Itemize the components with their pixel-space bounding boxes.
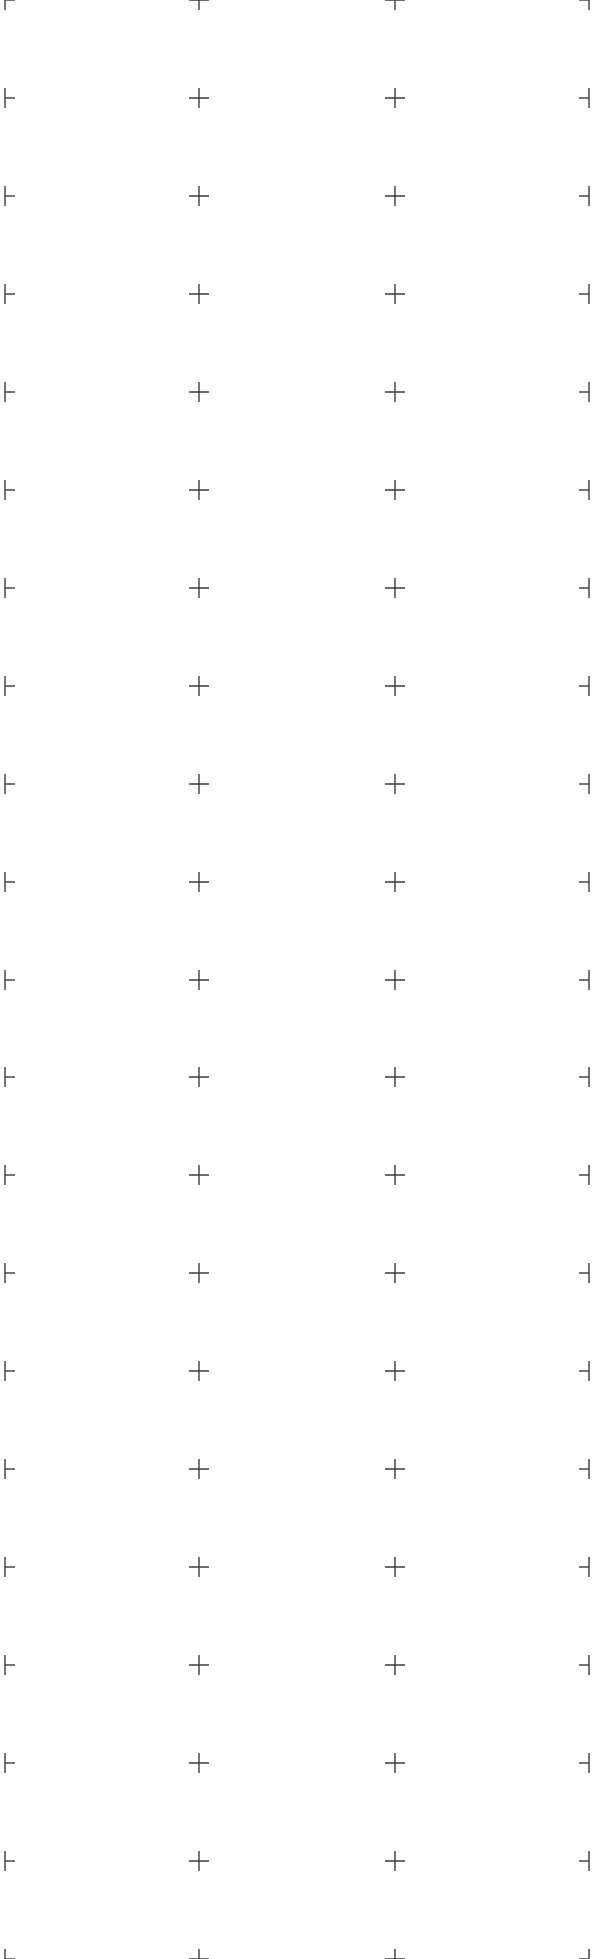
plus-cross-mark — [385, 676, 405, 696]
plus-cross-mark — [189, 480, 209, 500]
plus-cross-mark — [189, 1361, 209, 1381]
tee-top-mark — [189, 0, 209, 10]
plus-cross-mark — [189, 284, 209, 304]
plus-cross-mark — [189, 578, 209, 598]
plus-cross-mark — [189, 1851, 209, 1871]
plus-cross-mark — [385, 1361, 405, 1381]
tee-left-mark — [5, 1557, 15, 1577]
tee-right-mark — [579, 774, 589, 794]
plus-cross-mark — [385, 970, 405, 990]
plus-cross-mark — [189, 1949, 209, 1959]
tee-top-mark — [385, 0, 405, 10]
tee-left-mark — [5, 578, 15, 598]
plus-cross-mark — [189, 1459, 209, 1479]
plus-cross-mark — [385, 480, 405, 500]
plus-cross-mark — [189, 970, 209, 990]
plus-cross-mark — [189, 1067, 209, 1087]
plus-cross-mark — [189, 1655, 209, 1675]
tee-left-mark — [5, 1067, 15, 1087]
plus-cross-mark — [189, 1263, 209, 1283]
tee-left-mark — [5, 1165, 15, 1185]
tee-left-mark — [5, 284, 15, 304]
plus-cross-mark — [385, 578, 405, 598]
tee-right-mark — [579, 1851, 589, 1871]
tee-left-mark — [5, 1263, 15, 1283]
plus-cross-mark — [385, 382, 405, 402]
plus-cross-mark — [385, 88, 405, 108]
tee-right-mark — [579, 1557, 589, 1577]
tee-right-mark — [579, 1263, 589, 1283]
tee-left-mark — [5, 1949, 15, 1959]
tee-left-mark — [5, 872, 15, 892]
plus-cross-mark — [385, 1655, 405, 1675]
tee-right-mark — [579, 1067, 589, 1087]
plus-cross-mark — [385, 284, 405, 304]
tee-left-mark — [5, 480, 15, 500]
corner-top-right-mark — [579, 0, 589, 10]
tee-right-mark — [579, 1361, 589, 1381]
tee-left-mark — [5, 186, 15, 206]
tee-right-mark — [579, 970, 589, 990]
corner-top-left-mark — [5, 0, 15, 10]
plus-cross-mark — [385, 872, 405, 892]
tee-right-mark — [579, 1655, 589, 1675]
tee-right-mark — [579, 1753, 589, 1773]
tee-left-mark — [5, 970, 15, 990]
tee-right-mark — [579, 186, 589, 206]
plus-cross-mark — [189, 774, 209, 794]
tee-left-mark — [5, 1655, 15, 1675]
tee-right-mark — [579, 578, 589, 598]
plus-cross-mark — [385, 1949, 405, 1959]
plus-cross-mark — [189, 1753, 209, 1773]
tee-left-mark — [5, 1459, 15, 1479]
tee-right-mark — [579, 872, 589, 892]
plus-cross-mark — [189, 676, 209, 696]
plus-cross-mark — [385, 1557, 405, 1577]
tee-left-mark — [5, 1361, 15, 1381]
plus-cross-mark — [189, 1165, 209, 1185]
tee-left-mark — [5, 676, 15, 696]
tee-right-mark — [579, 676, 589, 696]
tee-right-mark — [579, 1459, 589, 1479]
tee-right-mark — [579, 382, 589, 402]
plus-cross-mark — [189, 872, 209, 892]
plus-cross-mark — [385, 1165, 405, 1185]
plus-cross-mark — [189, 88, 209, 108]
tee-right-mark — [579, 1165, 589, 1185]
tee-right-mark — [579, 88, 589, 108]
tee-left-mark — [5, 1851, 15, 1871]
tee-right-mark — [579, 1949, 589, 1959]
tee-right-mark — [579, 480, 589, 500]
plus-cross-mark — [385, 1459, 405, 1479]
plus-cross-mark — [189, 186, 209, 206]
plus-cross-mark — [385, 774, 405, 794]
plus-cross-mark — [189, 1557, 209, 1577]
tee-left-mark — [5, 88, 15, 108]
plus-cross-mark — [385, 1753, 405, 1773]
tee-left-mark — [5, 774, 15, 794]
tee-right-mark — [579, 284, 589, 304]
plus-cross-mark — [385, 186, 405, 206]
tee-left-mark — [5, 382, 15, 402]
tee-left-mark — [5, 1753, 15, 1773]
plus-cross-mark — [385, 1851, 405, 1871]
plus-cross-mark — [385, 1263, 405, 1283]
plus-cross-mark — [385, 1067, 405, 1087]
plus-cross-mark — [189, 382, 209, 402]
